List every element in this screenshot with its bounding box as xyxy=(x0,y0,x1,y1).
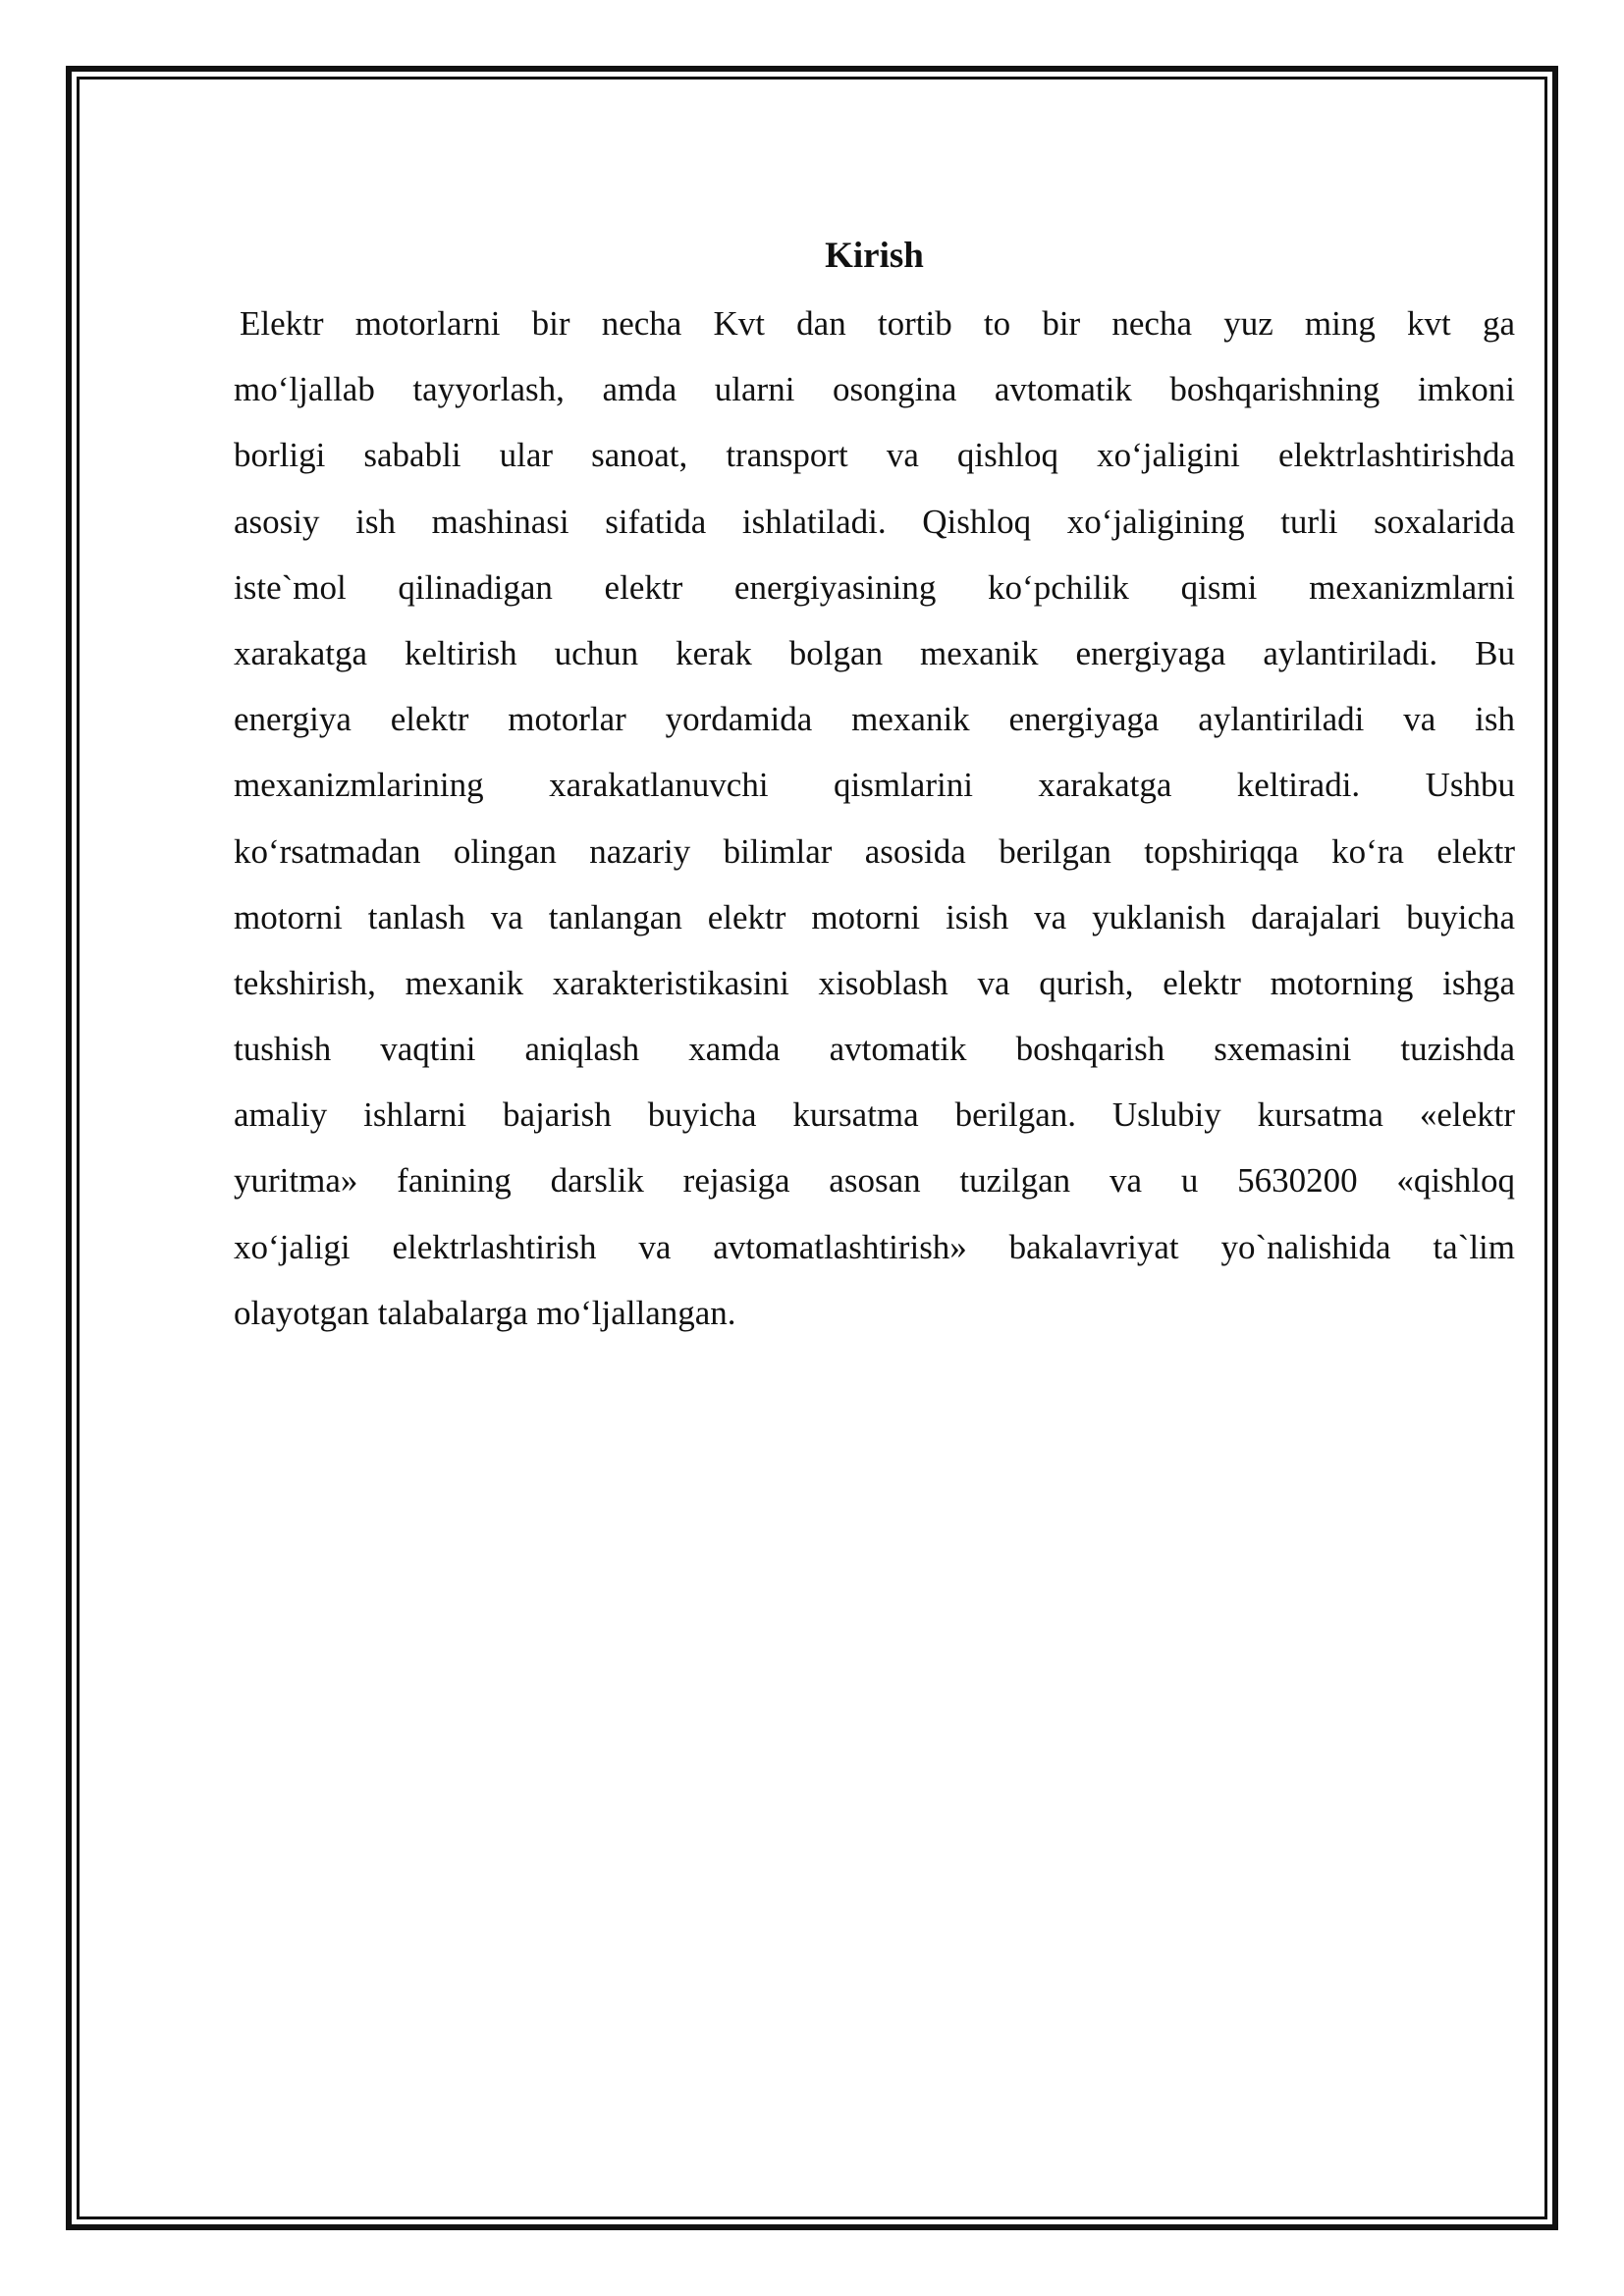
paragraph-line: borligi sababli ular sanoat, transport va qishloq xo‘jaligini elektrlashtirishda xyxy=(234,436,1515,475)
paragraph-line: xarakatga keltirish uchun kerak bolgan mexanik energiyaga aylantiriladi. Bu xyxy=(234,633,1515,672)
paragraph-line: iste`mol qilinadigan elektr energiyasining ko‘pchilik qismi mexanizmlarni xyxy=(234,567,1515,607)
paragraph-line: tekshirish, mexanik xarakteristikasini xisoblash va qurish, elektr motorning ishga xyxy=(234,963,1515,1002)
paragraph-line: amaliy ishlarni bajarish buyicha kursatma berilgan. Uslubiy kursatma «elektr xyxy=(234,1095,1515,1135)
paragraph-line: motorni tanlash va tanlangan elektr motorni isish va yuklanish darajalari buyicha xyxy=(234,897,1515,936)
paragraph-line: tushish vaqtini aniqlash xamda avtomatik boshqarish sxemasini tuzishda xyxy=(234,1030,1515,1069)
paragraph-line: mo‘ljallab tayyorlash, amda ularni osongina avtomatik boshqarishning imkoni xyxy=(234,370,1515,409)
paragraph-line: mexanizmlarining xarakatlanuvchi qismlarini xarakatga keltiradi. Ushbu xyxy=(234,766,1515,805)
paragraph-line: yuritma» fanining darslik rejasiga asosan tuzilgan va u 5630200 «qishloq xyxy=(234,1161,1515,1201)
paragraph-line: energiya elektr motorlar yordamida mexanik energiyaga aylantiriladi va ish xyxy=(234,700,1515,739)
paragraph-line: asosiy ish mashinasi sifatida ishlatiladi. Qishloq xo‘jaligining turli soxalarida xyxy=(234,502,1515,541)
paragraph-line: xo‘jaligi elektrlashtirish va avtomatlashtirish» bakalavriyat yo`nalishida ta`lim xyxy=(234,1227,1515,1266)
page-content xyxy=(234,224,1515,1346)
body-paragraph xyxy=(234,291,1515,1346)
paragraph-line: olayotgan talabalarga mo‘ljallangan. xyxy=(234,1293,736,1332)
paragraph-line: ko‘rsatmadan olingan nazariy bilimlar asosida berilgan topshiriqqa ko‘ra elektr xyxy=(234,831,1515,871)
paragraph-line: Elektr motorlarni bir necha Kvt dan tortib to bir necha yuz ming kvt ga xyxy=(240,304,1515,343)
page-title: Kirish xyxy=(825,236,924,276)
